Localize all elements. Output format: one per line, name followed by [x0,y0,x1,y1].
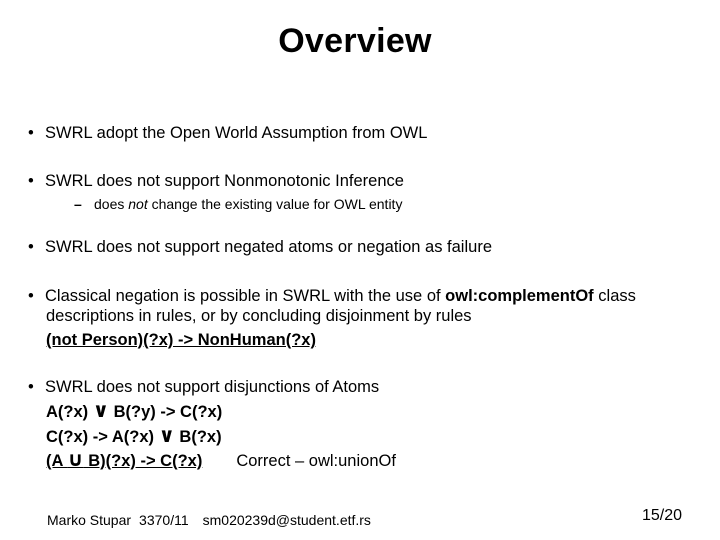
sub-text-italic: not [128,196,148,212]
rule-2-part-b: B(?x) [174,428,222,446]
rule-3-formula [46,447,203,471]
bullet-5-text: SWRL does not support disjunctions of Atoms [45,378,380,396]
or-symbol: ∨ [158,423,175,447]
bullet-4-line2: descriptions in rules, or by concluding disjoinment by rules [46,307,472,325]
rule-3-part-a: (A [46,452,68,470]
or-symbol: ∨ [92,398,109,422]
bullet-5 [28,377,379,397]
bullet-marker: • [28,238,34,256]
footer [47,512,371,528]
bullet-marker: • [28,124,34,142]
sub-text-post: change the existing value for OWL entity [147,196,403,212]
footer-email: sm020239d@student.etf.rs [202,512,371,528]
bullet-marker: • [28,378,34,396]
rule-1-part-a: A(?x) [46,403,93,421]
bullet-1 [28,123,427,143]
bullet-4-line1-bold: owl:complementOf [445,287,594,305]
bullet-4-rule: (not Person)(?x) -> NonHuman(?x) [46,331,316,349]
bullet-5-rule-2 [46,425,222,447]
footer-author: Marko Stupar [47,512,132,528]
rule-3-part-b: B)(?x) -> C(?x) [83,452,203,470]
bullet-4-line1-pre: Classical negation is possible in SWRL with the use of [45,287,446,305]
bullet-marker: • [28,287,34,305]
page-number: 15/20 [641,507,682,524]
bullet-marker: • [28,172,34,190]
bullet-5-rule-1 [46,400,222,422]
sub-text-pre: does [94,196,129,212]
slide-title: Overview [278,22,432,60]
rule-3-note: Correct – owl:unionOf [236,452,396,470]
bullet-5-rule-3 [46,449,396,471]
bullet-4-line1-post: class [593,287,636,305]
bullet-2-sub [74,195,402,213]
bullet-3 [28,237,492,257]
sub-bullet-marker: – [74,196,82,212]
union-symbol: ∪ [67,447,84,471]
footer-id: 3370/11 [139,512,189,528]
rule-1-part-b: B(?y) -> C(?x) [109,403,223,421]
bullet-3-text: SWRL does not support negated atoms or negation as failure [45,238,492,256]
bullet-2-text: SWRL does not support Nonmonotonic Inference [45,172,404,190]
rule-2-part-a: C(?x) -> A(?x) [46,428,159,446]
bullet-4 [28,286,636,306]
bullet-2 [28,171,404,191]
bullet-1-text: SWRL adopt the Open World Assumption from OWL [45,124,428,142]
